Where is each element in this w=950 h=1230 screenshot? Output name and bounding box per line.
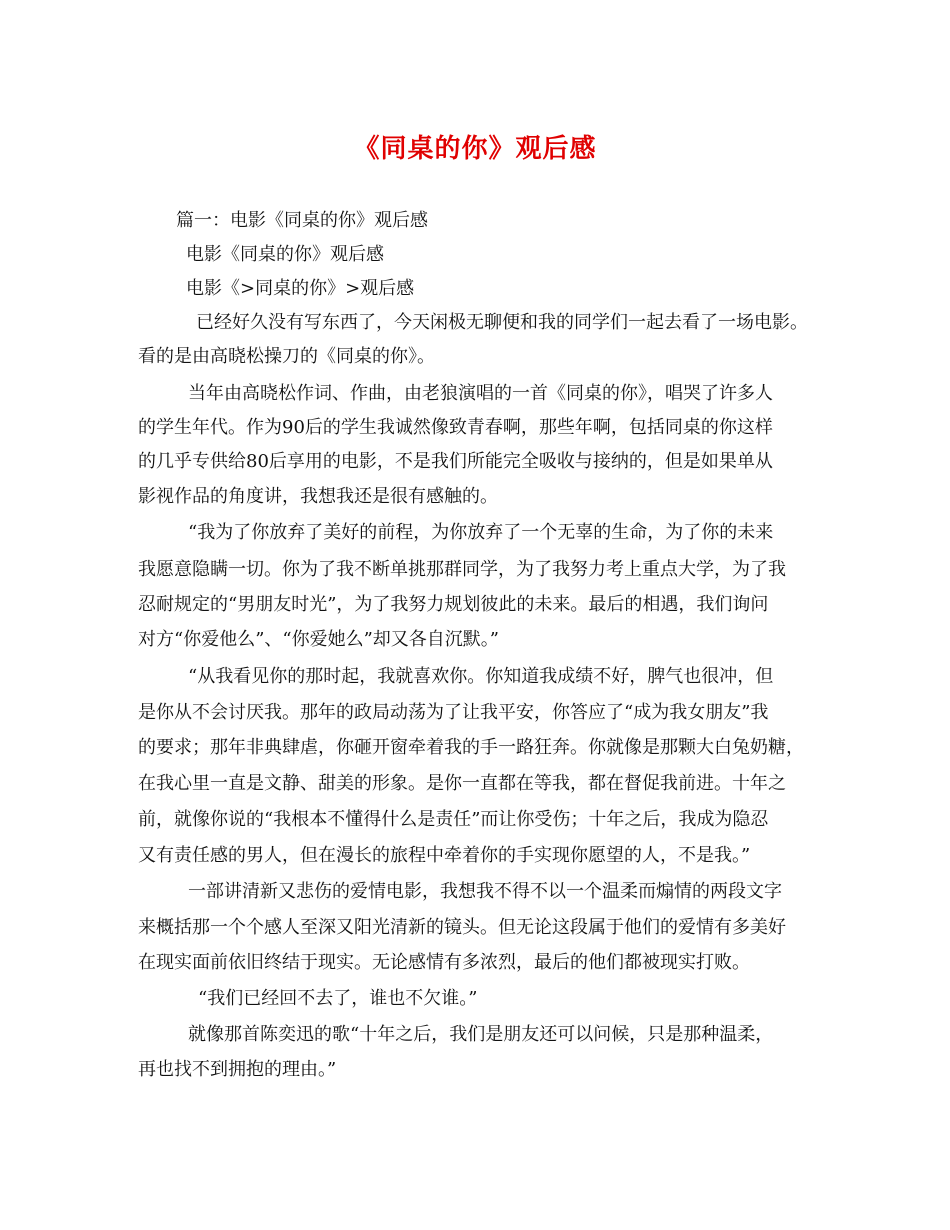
quote-line: “我们已经回不去了，谁也不欠谁。” <box>198 988 478 1009</box>
paragraph-line: 看的是由高晓松操刀的《同桌的你》。 <box>138 346 435 367</box>
paragraph-line: 再也找不到拥抱的理由。” <box>138 1059 337 1080</box>
paragraph-line: 就像那首陈奕迅的歌“十年之后，我们是朋友还可以问候，只是那种温柔， <box>188 1024 774 1045</box>
section-heading: 篇一：电影《同桌的你》观后感 <box>176 210 428 231</box>
quote-line: 我愿意隐瞒一切。你为了我不断单挑那群同学，为了我努力考上重点大学，为了我 <box>138 559 786 580</box>
paragraph-line: 来概括那一个个感人至深又阳光清新的镜头。但无论这段属于他们的爱情有多美好 <box>138 917 786 938</box>
quote-line: 又有责任感的男人，但在漫长的旅程中牵着你的手实现你愿望的人，不是我。” <box>138 845 751 866</box>
subheading: 电影《>同桌的你》>观后感 <box>186 278 415 299</box>
document-title: 《同桌的你》观后感 <box>353 134 597 164</box>
paragraph-line: 的学生年代。作为90后的学生我诚然像致青春啊，那些年啊，包括同桌的你这样 <box>138 417 773 438</box>
paragraph-line: 一部讲清新又悲伤的爱情电影，我想我不得不以一个温柔而煽情的两段文字 <box>188 881 782 902</box>
paragraph-line: 影视作品的角度讲，我想我还是很有感触的。 <box>138 486 498 507</box>
quote-line: 在我心里一直是文静、甜美的形象。是你一直都在等我，都在督促我前进。十年之 <box>138 773 786 794</box>
quote-line: 的要求；那年非典肆虐，你砸开窗牵着我的手一路狂奔。你就像是那颗大白兔奶糖， <box>138 737 804 758</box>
paragraph-line: 当年由高晓松作词、作曲，由老狼演唱的一首《同桌的你》，唱哭了许多人 <box>188 383 773 404</box>
quote-line: “从我看见你的那时起，我就喜欢你。你知道我成绩不好，脾气也很冲，但 <box>188 666 774 687</box>
paragraph-line: 的几乎专供给80后享用的电影，不是我们所能完全吸收与接纳的，但是如果单从 <box>138 451 773 472</box>
quote-line: 对方“你爱他么”、“你爱她么”却又各自沉默。” <box>138 629 500 650</box>
quote-line: 是你从不会讨厌我。那年的政局动荡为了让我平安，你答应了“成为我女朋友”我 <box>138 702 769 723</box>
subheading: 电影《同桌的你》观后感 <box>186 244 384 265</box>
quote-line: “我为了你放弃了美好的前程，为你放弃了一个无辜的生命，为了你的未来 <box>188 522 774 543</box>
quote-line: 忍耐规定的“男朋友时光”，为了我努力规划彼此的未来。最后的相遇，我们询问 <box>138 594 769 615</box>
paragraph-line: 已经好久没有写东西了，今天闲极无聊便和我的同学们一起去看了一场电影。 <box>196 312 808 333</box>
paragraph-line: 在现实面前依旧终结于现实。无论感情有多浓烈，最后的他们都被现实打败。 <box>138 952 750 973</box>
quote-line: 前，就像你说的“我根本不懂得什么是责任”而让你受伤；十年之后，我成为隐忍 <box>138 809 769 830</box>
